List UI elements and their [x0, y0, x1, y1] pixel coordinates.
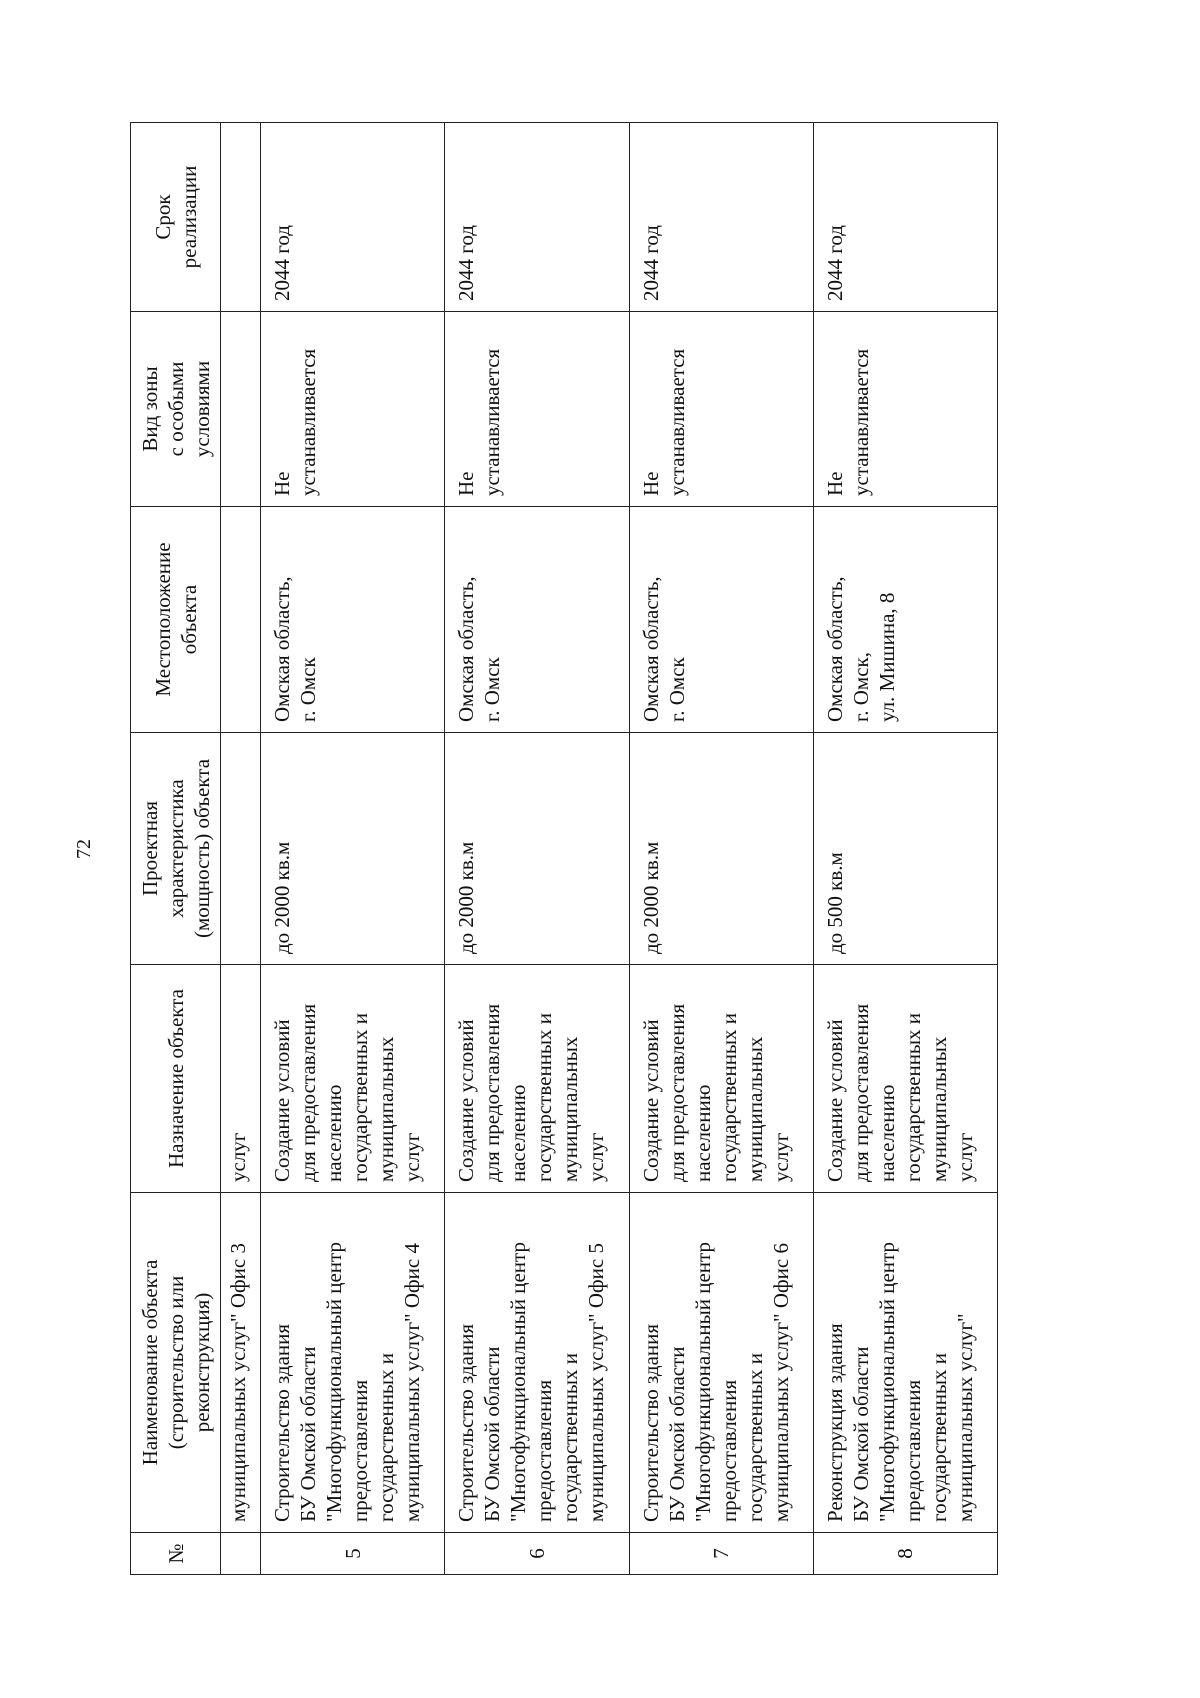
cell-purpose: услуг — [221, 965, 261, 1193]
header-purpose: Назначение объекта — [131, 965, 221, 1193]
cell-name: Строительство здания БУ Омской области "Многофункциональный центр предоставления государственных и муниципальных услуг" Офис 6 — [629, 1193, 813, 1533]
cell-num: 8 — [813, 1533, 997, 1575]
header-location: Местоположение объекта — [131, 507, 221, 733]
cell-term: 2044 год — [261, 123, 445, 312]
cell-location — [221, 507, 261, 733]
page-number: 72 — [73, 839, 95, 859]
cell-capacity: до 2000 кв.м — [261, 733, 445, 965]
table-row — [629, 123, 813, 1575]
table-row — [261, 123, 445, 1575]
cell-zone: Не устанавливается — [629, 312, 813, 507]
cell-purpose: Создание условий для предоставления населению государственных и муниципальных услуг — [813, 965, 997, 1193]
cell-term: 2044 год — [629, 123, 813, 312]
cell-zone — [221, 312, 261, 507]
header-name: Наименование объекта (строительство или реконструкция) — [131, 1193, 221, 1533]
cell-zone: Не устанавливается — [445, 312, 629, 507]
cell-purpose: Создание условий для предоставления населению государственных и муниципальных услуг — [445, 965, 629, 1193]
table-row — [445, 123, 629, 1575]
cell-zone: Не устанавливается — [813, 312, 997, 507]
rotated-table-wrapper — [130, 123, 998, 1575]
header-num: № — [131, 1533, 221, 1575]
header-capacity: Проектная характеристика (мощность) объекта — [131, 733, 221, 965]
cell-location: Омская область, г. Омск — [445, 507, 629, 733]
cell-name: Строительство здания БУ Омской области "Многофункциональный центр предоставления государственных и муниципальных услуг" Офис 4 — [261, 1193, 445, 1533]
header-zone: Вид зоны с особыми условиями — [131, 312, 221, 507]
cell-num: 7 — [629, 1533, 813, 1575]
cell-capacity — [221, 733, 261, 965]
cell-num: 5 — [261, 1533, 445, 1575]
cell-purpose: Создание условий для предоставления населению государственных и муниципальных услуг — [261, 965, 445, 1193]
objects-table — [130, 122, 998, 1575]
cell-location: Омская область, г. Омск — [261, 507, 445, 733]
cell-name: Строительство здания БУ Омской области "Многофункциональный центр предоставления государственных и муниципальных услуг" Офис 5 — [445, 1193, 629, 1533]
cell-num: 6 — [445, 1533, 629, 1575]
cell-location: Омская область, г. Омск — [629, 507, 813, 733]
continuation-row — [221, 123, 261, 1575]
cell-num — [221, 1533, 261, 1575]
table-header-row — [131, 123, 221, 1575]
cell-purpose: Создание условий для предоставления населению государственных и муниципальных услуг — [629, 965, 813, 1193]
cell-name: Реконструкция здания БУ Омской области "Многофункциональный центр предоставления государственных и муниципальных услуг" — [813, 1193, 997, 1533]
cell-term: 2044 год — [813, 123, 997, 312]
cell-zone: Не устанавливается — [261, 312, 445, 507]
cell-capacity: до 2000 кв.м — [629, 733, 813, 965]
cell-capacity: до 500 кв.м — [813, 733, 997, 965]
table-row — [813, 123, 997, 1575]
cell-capacity: до 2000 кв.м — [445, 733, 629, 965]
cell-location: Омская область, г. Омск, ул. Мишина, 8 — [813, 507, 997, 733]
cell-term — [221, 123, 261, 312]
cell-term: 2044 год — [445, 123, 629, 312]
header-term: Срок реализации — [131, 123, 221, 312]
cell-name: муниципальных услуг" Офис 3 — [221, 1193, 261, 1533]
